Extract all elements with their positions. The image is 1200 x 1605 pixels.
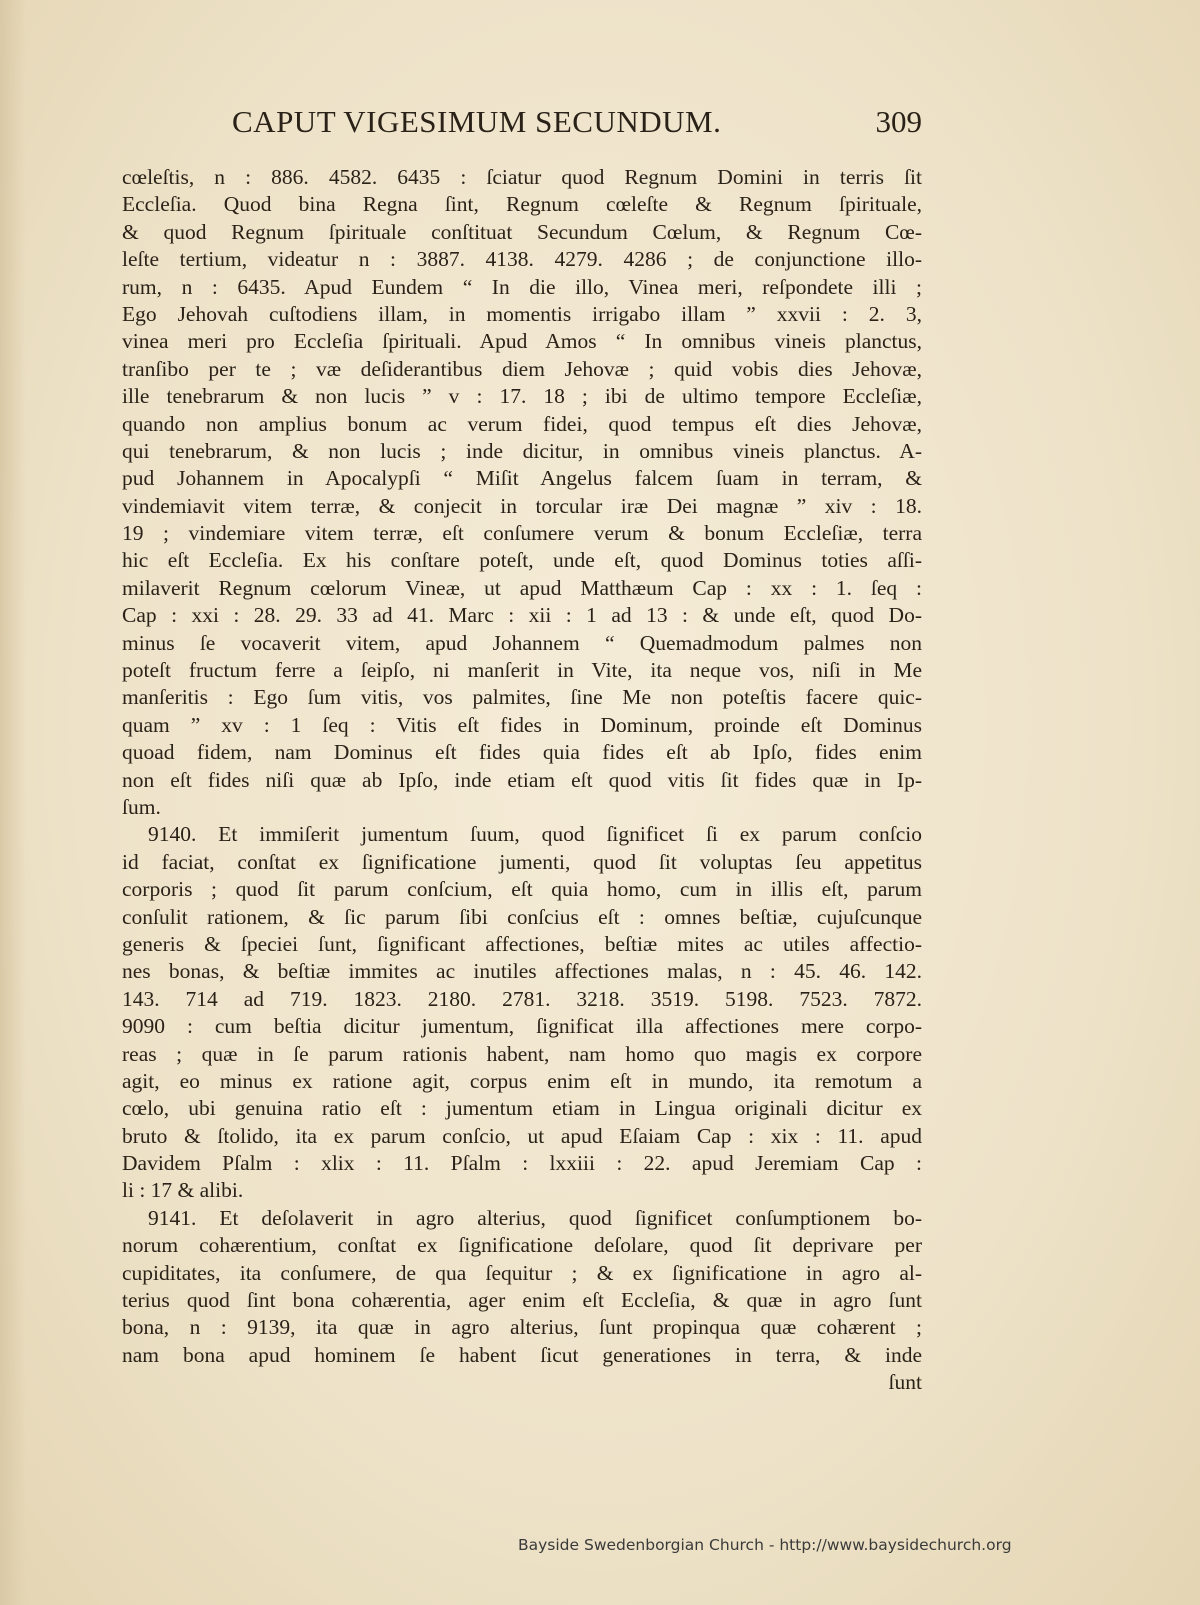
text-line: li : 17 & alibi.	[122, 1178, 244, 1203]
text-line: vindemiavit vitem terræ, & conjecit in torcular iræ Dei magnæ ” xiv : 18.	[122, 493, 922, 518]
text-line: minus ſe vocaverit vitem, apud Johannem “ Quemadmodum palmes non	[122, 630, 922, 655]
page-header	[232, 104, 922, 150]
running-title: CAPUT VIGESIMUM SECUNDUM.	[232, 104, 722, 139]
text-line: id faciat, conſtat ex ſignificatione jumenti, quod ſit voluptas ſeu appetitus	[122, 849, 922, 874]
text-line: 9141. Et deſolaverit in agro alterius, quod ſignificet conſumptionem bo-	[148, 1205, 922, 1230]
text-line: manſeritis : Ego ſum vitis, vos palmites, ſine Me non poteſtis facere quic-	[122, 685, 922, 710]
text-line: quam ” xv : 1 ſeq : Vitis eſt fides in Dominum, proinde eſt Dominus	[122, 712, 922, 737]
text-line: ſum.	[122, 794, 161, 819]
text-line: reas ; quæ in ſe parum rationis habent, nam homo quo magis ex corpore	[122, 1041, 922, 1066]
text-line: terius quod ſint bona cohærentia, ager enim eſt Eccleſia, & quæ in agro ſunt	[122, 1288, 922, 1313]
text-line: tranſibo per te ; væ deſiderantibus diem Jehovæ ; quid vobis dies Jehovæ,	[122, 356, 922, 381]
text-line: quoad fidem, nam Dominus eſt fides quia fides eſt ab Ipſo, fides enim	[122, 740, 922, 765]
text-line: 9090 : cum beſtia dicitur jumentum, ſignificat illa affectiones mere corpo-	[122, 1014, 922, 1039]
text-line: Cap : xxi : 28. 29. 33 ad 41. Marc : xii : 1 ad 13 : & unde eſt, quod Do-	[122, 603, 922, 628]
text-line: hic eſt Eccleſia. Ex his conſtare poteſt, unde eſt, quod Dominus toties aſſi-	[122, 548, 922, 573]
text-line: non eſt fides niſi quæ ab Ipſo, inde etiam eſt quod vitis ſit fides quæ in Ip-	[122, 767, 922, 792]
text-line: ille tenebrarum & non lucis ” v : 17. 18 ; ibi de ultimo tempore Eccleſiæ,	[122, 384, 922, 409]
text-line: pud Johannem in Apocalypſi “ Miſit Angelus falcem ſuam in terram, &	[122, 466, 922, 491]
text-line: cœlo, ubi genuina ratio eſt : jumentum etiam in Lingua originali dicitur ex	[122, 1096, 922, 1121]
text-line: 143. 714 ad 719. 1823. 2180. 2781. 3218. 3519. 5198. 7523. 7872.	[122, 986, 922, 1011]
spine-shadow	[0, 0, 26, 1605]
source-watermark: Bayside Swedenborgian Church - http://www.baysidechurch.org	[518, 1536, 1012, 1554]
text-line: nam bona apud hominem ſe habent ſicut generationes in terra, & inde	[122, 1342, 922, 1367]
text-line: cœleſtis, n : 886. 4582. 6435 : ſciatur quod Regnum Domini in terris ſit	[122, 165, 922, 189]
text-line: quando non amplius bonum ac verum fidei, quod tempus eſt dies Jehovæ,	[122, 411, 922, 436]
text-line: 9140. Et immiſerit jumentum ſuum, quod ſignificet ſi ex parum conſcio	[148, 822, 922, 847]
text-line: poteſt fructum ferre a ſeipſo, ni manſerit in Vite, ita neque vos, niſi in Me	[122, 658, 922, 683]
text-line: rum, n : 6435. Apud Eundem “ In die illo, Vinea meri, reſpondete illi ;	[122, 274, 922, 299]
text-line: qui tenebrarum, & non lucis ; inde dicitur, in omnibus vineis planctus. A-	[122, 438, 922, 463]
text-line: cupiditates, ita conſumere, de qua ſequitur ; & ex ſignificatione in agro al-	[122, 1260, 922, 1285]
text-line: & quod Regnum ſpirituale conſtituat Secundum Cœlum, & Regnum Cœ-	[122, 219, 922, 244]
text-line: vinea meri pro Eccleſia ſpirituali. Apud Amos “ In omnibus vineis planctus,	[122, 329, 922, 354]
text-line: bona, n : 9139, ita quæ in agro alterius, ſunt propinqua quæ cohærent ;	[122, 1315, 922, 1340]
text-line: 19 ; vindemiare vitem terræ, eſt conſumere verum & bonum Eccleſiæ, terra	[122, 521, 922, 546]
text-line: norum cohærentium, conſtat ex ſignificatione deſolare, quod ſit deprivare per	[122, 1233, 922, 1258]
text-line: corporis ; quod ſit parum conſcium, eſt quia homo, cum in illis eſt, parum	[122, 877, 922, 902]
page-number: 309	[875, 104, 922, 139]
text-line: Eccleſia. Quod bina Regna ſint, Regnum cœleſte & Regnum ſpirituale,	[122, 192, 922, 217]
text-line: leſte tertium, videatur n : 3887. 4138. 4279. 4286 ; de conjunctione illo-	[122, 247, 922, 272]
text-line: Davidem Pſalm : xlix : 11. Pſalm : lxxiii : 22. apud Jeremiam Cap :	[122, 1151, 922, 1176]
catchword: ſunt	[888, 1370, 922, 1395]
text-line: bruto & ſtolido, ita ex parum conſcio, ut apud Eſaiam Cap : xix : 11. apud	[122, 1123, 922, 1148]
text-line: milaverit Regnum cœlorum Vineæ, ut apud Matthæum Cap : xx : 1. ſeq :	[122, 575, 922, 600]
text-line: nes bonas, & beſtiæ immites ac inutiles affectiones malas, n : 45. 46. 142.	[122, 959, 922, 984]
text-line: conſulit rationem, & ſic parum ſibi conſcius eſt : omnes beſtiæ, cujuſcunque	[122, 904, 922, 929]
body-text	[122, 164, 922, 1397]
text-line: generis & ſpeciei ſunt, ſignificant affectiones, beſtiæ mites ac utiles affectio-	[122, 931, 922, 956]
text-line: Ego Jehovah cuſtodiens illam, in momentis irrigabo illam ” xxvii : 2. 3,	[122, 301, 922, 326]
text-line: agit, eo minus ex ratione agit, corpus enim eſt in mundo, ita remotum a	[122, 1068, 922, 1093]
